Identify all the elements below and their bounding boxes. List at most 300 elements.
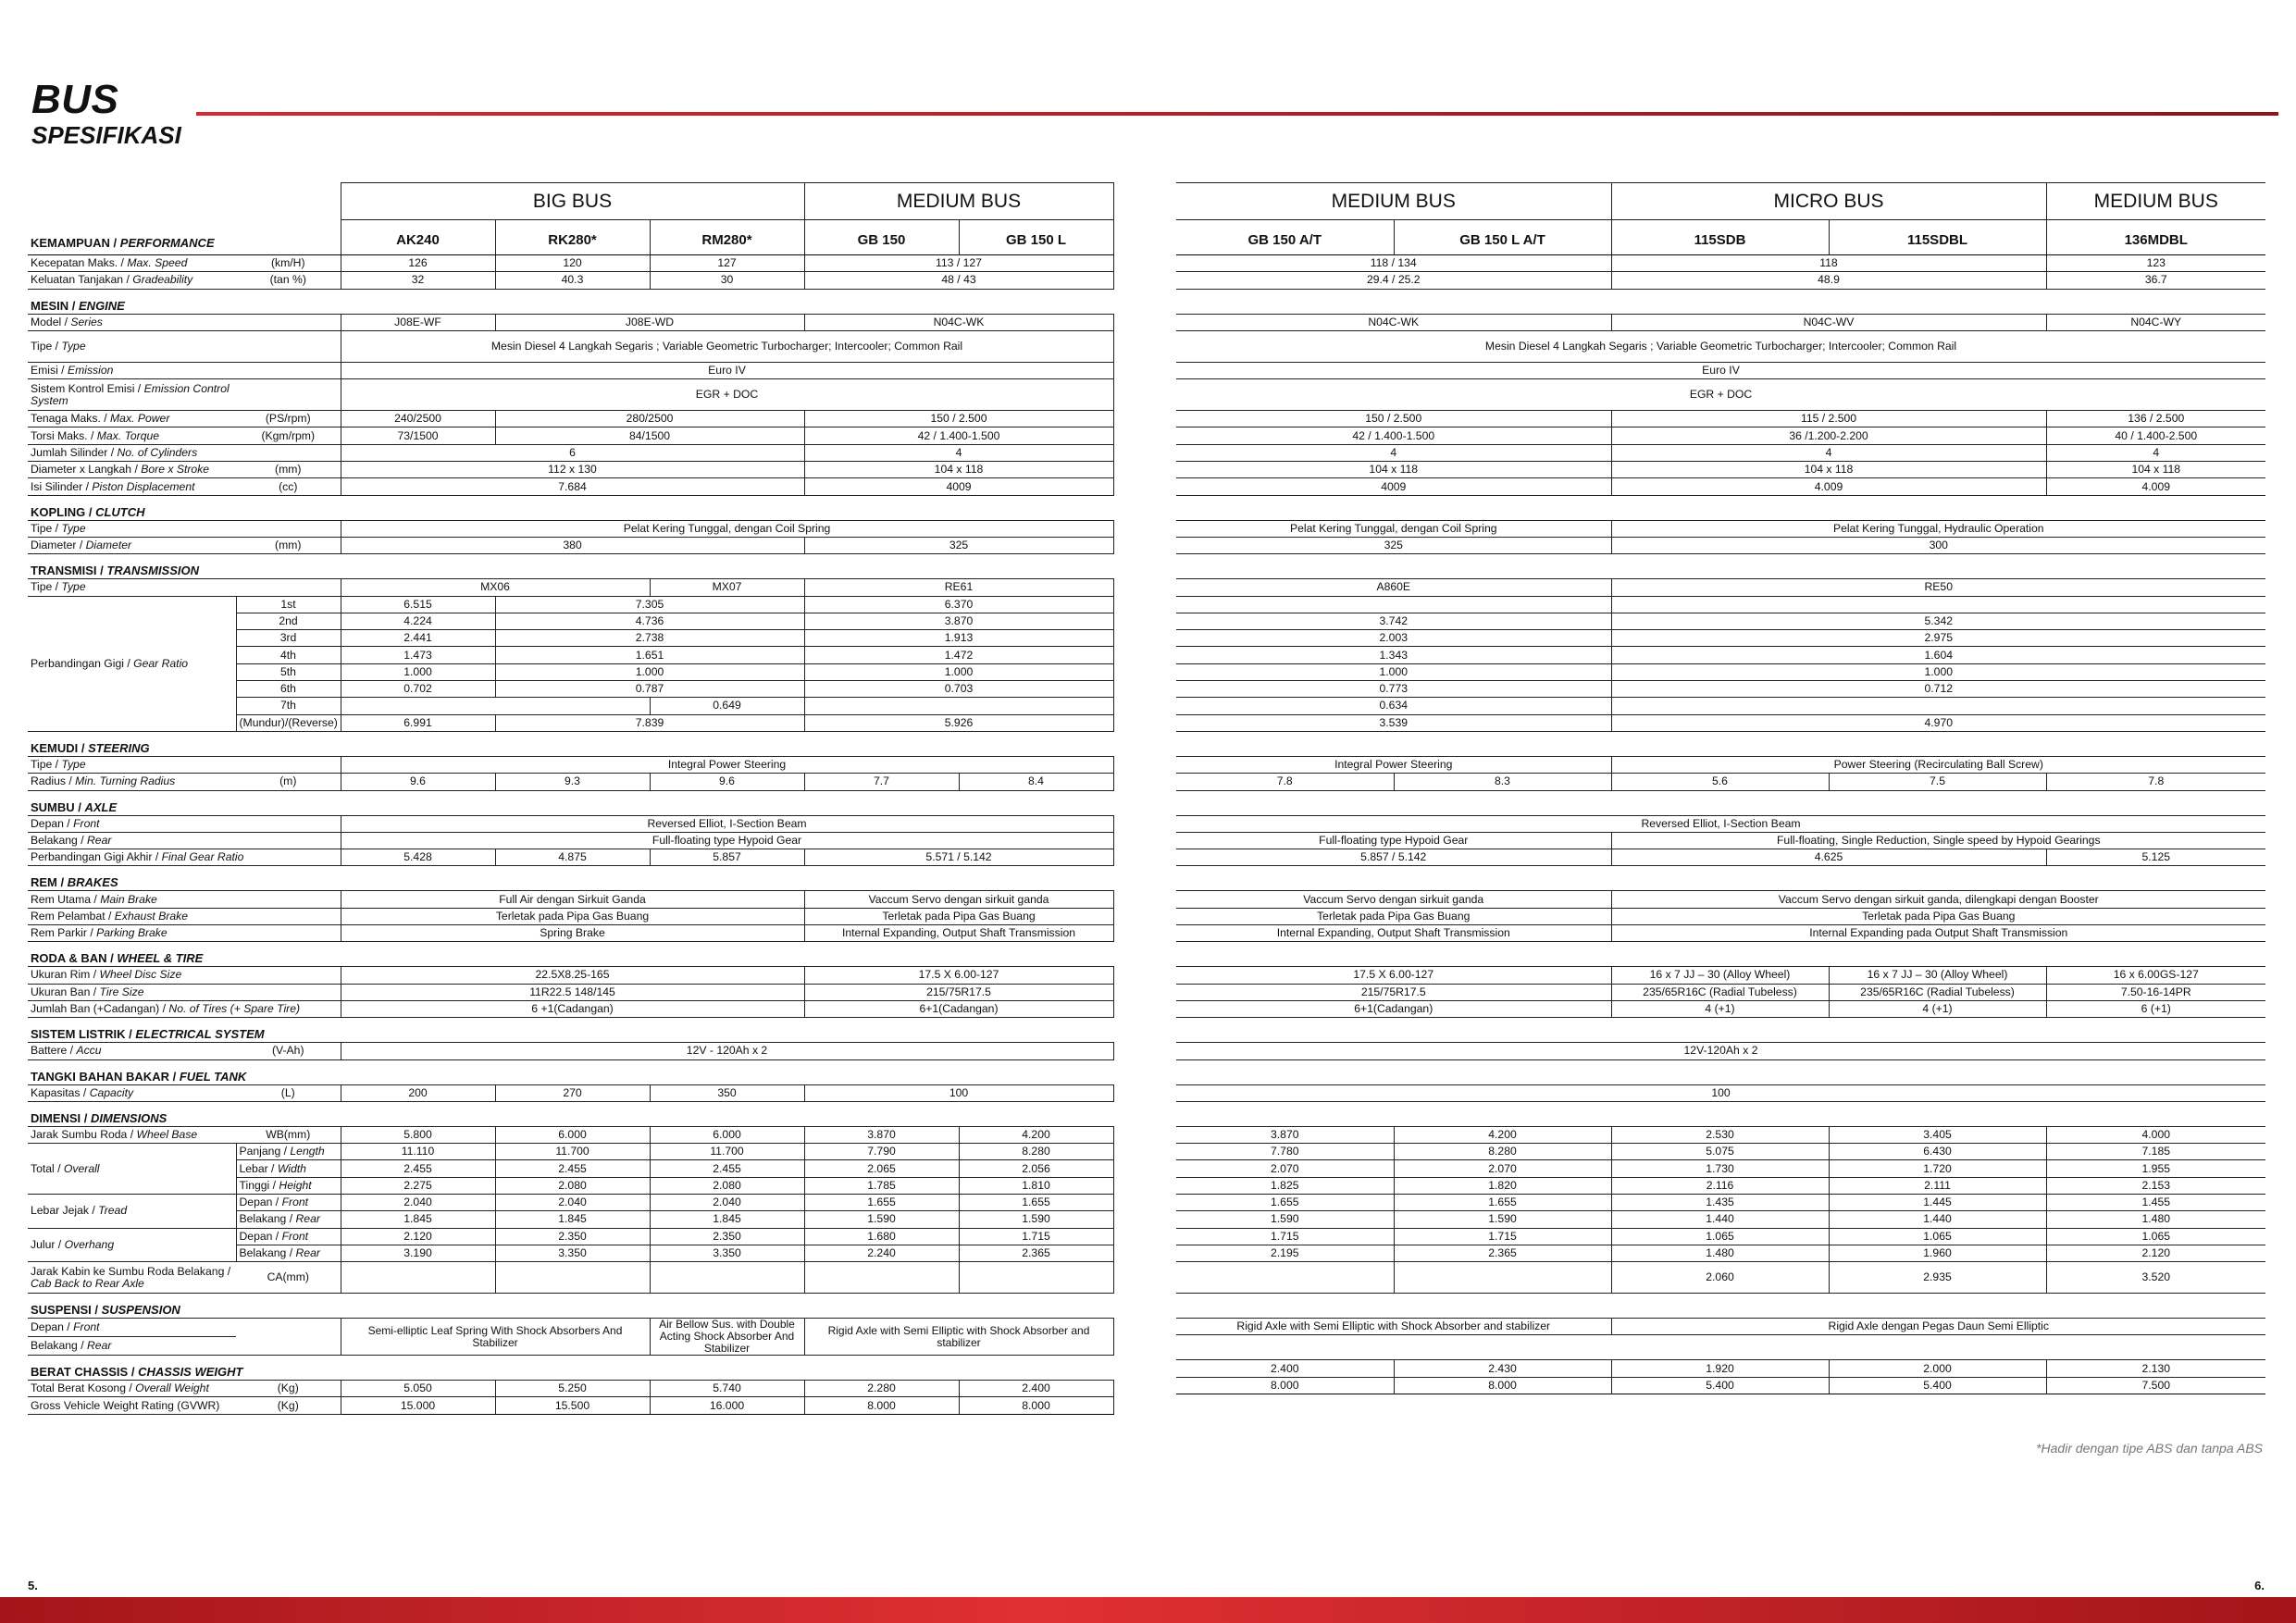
spec-value: RE61 — [804, 579, 1113, 596]
spec-value: 9.6 — [650, 774, 804, 790]
section-label: KOPLING / CLUTCH — [28, 495, 341, 520]
gear-row — [1176, 698, 2265, 714]
label-english: Height — [279, 1178, 312, 1192]
section-row — [1176, 1101, 2265, 1126]
spec-value: 1.720 — [1829, 1160, 2046, 1177]
spec-value: 6+1(Cadangan) — [804, 1000, 1113, 1017]
spec-label: Kecepatan Maks. / Max. Speed — [28, 255, 236, 272]
spec-value: 15.500 — [495, 1397, 650, 1414]
spec-value: 1.715 — [1394, 1228, 1611, 1245]
spec-unit: (m) — [236, 774, 341, 790]
spec-value: 11.700 — [495, 1144, 650, 1160]
spec-value: 8.4 — [959, 774, 1113, 790]
spec-unit — [236, 362, 341, 378]
spec-value: 2.130 — [2046, 1360, 2265, 1377]
spec-value: 5.075 — [1611, 1144, 1829, 1160]
dimension-group-label: Total / Overall — [28, 1144, 236, 1195]
section-fill — [1176, 1335, 2265, 1360]
spec-value: 6.515 — [341, 596, 495, 613]
spec-label: Kapasitas / Capacity — [28, 1084, 236, 1101]
model-header: GB 150 A/T — [1176, 220, 1394, 255]
section-row — [28, 495, 1113, 520]
dimension-row — [1176, 1194, 2265, 1210]
spec-value: 8.3 — [1394, 774, 1611, 790]
spec-row — [28, 478, 1113, 495]
spec-row — [28, 967, 1113, 984]
spec-value: 4 — [1176, 444, 1611, 461]
spec-value: Vaccum Servo dengan sirkuit ganda — [1176, 891, 1611, 908]
spec-value: 1.440 — [1829, 1211, 2046, 1228]
spec-row — [1176, 908, 2265, 924]
label-english: No. of Tires (+ Spare Tire) — [168, 1002, 301, 1016]
spec-value: 2.080 — [650, 1177, 804, 1194]
spec-value: 5.926 — [804, 714, 1113, 731]
section-label: REM / BRAKES — [28, 866, 341, 891]
spec-value: 1.455 — [2046, 1194, 2265, 1210]
spec-value: Internal Expanding, Output Shaft Transmission — [1176, 925, 1611, 942]
spec-unit: (tan %) — [236, 272, 341, 289]
spec-unit: CA(mm) — [236, 1262, 341, 1294]
spec-row — [1176, 427, 2265, 444]
spec-value: 4.970 — [1611, 714, 2265, 731]
spec-value: 1.000 — [495, 663, 804, 680]
spec-value: 2.120 — [341, 1228, 495, 1245]
label-english: Rear — [295, 1246, 320, 1260]
spec-value: 30 — [650, 272, 804, 289]
spec-value: 3.350 — [650, 1245, 804, 1261]
label-english: Type — [61, 580, 86, 594]
label-english: Wheel Disc Size — [99, 968, 182, 982]
spec-value: 6 (+1) — [2046, 1000, 2265, 1017]
spec-value: 2.060 — [1611, 1262, 1829, 1294]
spec-row — [28, 462, 1113, 478]
label-english: Length — [290, 1145, 325, 1158]
spec-value: Reversed Elliot, I-Section Beam — [341, 815, 1113, 832]
spec-value: 2.070 — [1176, 1160, 1394, 1177]
spec-value: 12V-120Ah x 2 — [1176, 1043, 2265, 1059]
spec-label: Jarak Kabin ke Sumbu Roda Belakang / Cab Back to Rear Axle — [28, 1262, 236, 1294]
gear-ratio-label: Perbandingan Gigi / Gear Ratio — [28, 596, 236, 731]
label-english: ENGINE — [79, 298, 125, 313]
label-english: Piston Displacement — [92, 479, 195, 493]
spec-label: Belakang / Rear — [28, 832, 236, 849]
section-row — [28, 790, 1113, 815]
section-fill — [1176, 866, 2265, 891]
gear-name: 3rd — [236, 630, 341, 647]
label-english: Width — [277, 1161, 306, 1175]
spec-value: 215/75R17.5 — [1176, 984, 1611, 1000]
gear-name: 4th — [236, 647, 341, 663]
label-english: Gear Ratio — [133, 656, 189, 670]
model-header: GB 150 L — [959, 220, 1113, 255]
spec-value: Euro IV — [341, 362, 1113, 378]
label-english: Accu — [76, 1044, 102, 1058]
spec-value: 2.116 — [1611, 1177, 1829, 1194]
spec-value: MX07 — [650, 579, 804, 596]
section-fill — [341, 731, 1113, 756]
spec-label: Perbandingan Gigi Akhir / Final Gear Ratio — [28, 849, 236, 866]
spec-value: 2.350 — [495, 1228, 650, 1245]
dimension-row — [28, 1194, 1113, 1210]
spec-value: Rigid Axle dengan Pegas Daun Semi Elliptic — [1611, 1319, 2265, 1335]
spec-unit — [236, 832, 341, 849]
spec-row — [1176, 1043, 2265, 1059]
section-row — [28, 731, 1113, 756]
spec-label: Tipe / Type — [28, 756, 236, 773]
spec-row — [1176, 967, 2265, 984]
spec-value: 0.703 — [804, 681, 1113, 698]
label-english: Type — [61, 521, 86, 535]
title-rule — [196, 112, 2278, 116]
spec-row — [1176, 1126, 2265, 1143]
spec-value: 5.428 — [341, 849, 495, 866]
spec-unit: (km/H) — [236, 255, 341, 272]
dimension-row — [1176, 1144, 2265, 1160]
spec-value: 2.003 — [1176, 630, 1611, 647]
label-english: ELECTRICAL SYSTEM — [135, 1027, 265, 1042]
spec-value: 4.224 — [341, 613, 495, 629]
spec-label: Jarak Sumbu Roda / Wheel Base — [28, 1126, 236, 1143]
spec-label: Sistem Kontrol Emisi / Emission Control System — [28, 379, 236, 411]
spec-row — [28, 774, 1113, 790]
label-english: Front — [281, 1196, 309, 1209]
spec-value: 5.400 — [1611, 1377, 1829, 1394]
spec-value: 112 x 130 — [341, 462, 804, 478]
spec-value: 200 — [341, 1084, 495, 1101]
section-fill — [1176, 790, 2265, 815]
section-fill — [1176, 289, 2265, 314]
label-english: Gradeability — [132, 273, 193, 287]
gear-name: 6th — [236, 681, 341, 698]
model-header: AK240 — [341, 220, 495, 255]
spec-value: 42 / 1.400-1.500 — [804, 427, 1113, 444]
section-label: SUMBU / AXLE — [28, 790, 341, 815]
spec-value: Terletak pada Pipa Gas Buang — [1611, 908, 2265, 924]
spec-value: 150 / 2.500 — [804, 411, 1113, 427]
spec-value: 0.712 — [1611, 681, 2265, 698]
spec-value: 15.000 — [341, 1397, 495, 1414]
section-row — [28, 1294, 1113, 1319]
spec-value: 126 — [341, 255, 495, 272]
spec-row — [1176, 379, 2265, 411]
section-row — [28, 1018, 1113, 1043]
model-header: 115SDB — [1611, 220, 1829, 255]
spec-value: 4.009 — [1611, 478, 2046, 495]
spec-unit — [236, 579, 341, 596]
spec-value: 2.080 — [495, 1177, 650, 1194]
suspension-row — [28, 1319, 1113, 1337]
label-english: BRAKES — [67, 875, 118, 890]
spec-value: 118 — [1611, 255, 2046, 272]
spec-value: 0.773 — [1176, 681, 1611, 698]
spec-value: 5.125 — [2046, 849, 2265, 866]
spec-value: 115 / 2.500 — [1611, 411, 2046, 427]
section-fill — [1176, 1101, 2265, 1126]
spec-row — [28, 314, 1113, 330]
spec-value: 3.870 — [804, 1126, 959, 1143]
spec-value: 3.350 — [495, 1245, 650, 1261]
spec-value: 235/65R16C (Radial Tubeless) — [1611, 984, 1829, 1000]
spec-row — [28, 362, 1113, 378]
spec-value: 235/65R16C (Radial Tubeless) — [1829, 984, 2046, 1000]
spec-row — [28, 1084, 1113, 1101]
spec-unit: WB(mm) — [236, 1126, 341, 1143]
section-performance: KEMAMPUAN / PERFORMANCE — [28, 183, 341, 255]
spec-value: 100 — [804, 1084, 1113, 1101]
spec-value: 48 / 43 — [804, 272, 1113, 289]
spec-value — [1176, 1262, 1394, 1294]
spec-value: 5.740 — [650, 1381, 804, 1397]
spec-row — [28, 1126, 1113, 1143]
section-label: BERAT CHASSIS / CHASSIS WEIGHT — [28, 1356, 341, 1381]
gear-row — [28, 596, 1113, 613]
spec-value: 1.435 — [1611, 1194, 1829, 1210]
dimension-sub-label: Panjang / Length — [236, 1144, 341, 1160]
spec-value: 1.445 — [1829, 1194, 2046, 1210]
spec-value: 1.820 — [1394, 1177, 1611, 1194]
section-row — [1176, 1059, 2265, 1084]
spec-label: Diameter / Diameter — [28, 537, 236, 553]
spec-label: Jumlah Ban (+Cadangan) / No. of Tires (+ Spare Tire) — [28, 1000, 236, 1017]
spec-row — [28, 1000, 1113, 1017]
spec-value: 1.655 — [959, 1194, 1113, 1210]
spec-value: 1.845 — [341, 1211, 495, 1228]
section-fill — [1176, 1018, 2265, 1043]
spec-value: 0.649 — [650, 698, 804, 714]
spec-value: 2.935 — [1829, 1262, 2046, 1294]
section-fill — [341, 554, 1113, 579]
spec-value: N04C-WK — [1176, 314, 1611, 330]
dimension-row — [1176, 1228, 2265, 1245]
label-english: FUEL TANK — [179, 1069, 247, 1084]
spec-label: Depan / Front — [28, 815, 236, 832]
spec-value: 1.825 — [1176, 1177, 1394, 1194]
label-english: Capacity — [89, 1085, 134, 1099]
spec-row — [1176, 925, 2265, 942]
spec-value: 40.3 — [495, 272, 650, 289]
label-english: Rear — [86, 833, 112, 847]
label-english: Bore x Stroke — [141, 463, 210, 477]
spec-row — [1176, 520, 2265, 537]
spec-value: 240/2500 — [341, 411, 495, 427]
spec-value: 2.040 — [341, 1194, 495, 1210]
spec-label: Model / Series — [28, 314, 236, 330]
spec-label: Torsi Maks. / Max. Torque — [28, 427, 236, 444]
spec-unit: (V-Ah) — [236, 1043, 341, 1059]
spec-row — [1176, 537, 2265, 553]
spec-unit — [236, 756, 341, 773]
label-english: Type — [61, 339, 86, 353]
group-header-medium: MEDIUM BUS — [804, 183, 1113, 220]
spec-value: 7.790 — [804, 1144, 959, 1160]
spec-unit — [236, 908, 341, 924]
spec-row — [28, 1043, 1113, 1059]
label-english: SUSPENSION — [101, 1303, 180, 1318]
spec-value: 4009 — [1176, 478, 1611, 495]
spec-value: 29.4 / 25.2 — [1176, 272, 1611, 289]
spec-value: 8.000 — [804, 1397, 959, 1414]
spec-unit — [236, 815, 341, 832]
spec-value: 280/2500 — [495, 411, 804, 427]
spec-value: 120 — [495, 255, 650, 272]
spec-value: 4 (+1) — [1611, 1000, 1829, 1017]
spec-row — [28, 1262, 1113, 1294]
spec-value: 5.857 — [650, 849, 804, 866]
section-label: KEMUDI / STEERING — [28, 731, 341, 756]
label-english: Emission Control System — [31, 381, 230, 407]
spec-value: 7.7 — [804, 774, 959, 790]
dimension-row — [28, 1144, 1113, 1160]
spec-unit: (Kg) — [236, 1397, 341, 1414]
spec-value: 16 x 7 JJ – 30 (Alloy Wheel) — [1611, 967, 1829, 984]
spec-value: 1.845 — [495, 1211, 650, 1228]
spec-row — [1176, 478, 2265, 495]
spec-value: 6.991 — [341, 714, 495, 731]
spec-value: 36.7 — [2046, 272, 2265, 289]
spec-value: 1.715 — [1176, 1228, 1394, 1245]
spec-value: 7.8 — [1176, 774, 1394, 790]
spec-value: 4009 — [804, 478, 1113, 495]
spec-value: 4.625 — [1611, 849, 2046, 866]
spec-value: N04C-WV — [1611, 314, 2046, 330]
spec-unit: (Kgm/rpm) — [236, 427, 341, 444]
footer-band — [0, 1597, 2296, 1623]
spec-value: Internal Expanding, Output Shaft Transmission — [804, 925, 1113, 942]
spec-value: 4 — [1611, 444, 2046, 461]
spec-value: Internal Expanding pada Output Shaft Transmission — [1611, 925, 2265, 942]
spec-value: 1.440 — [1611, 1211, 1829, 1228]
header-group-row — [28, 183, 1113, 220]
spec-value: 1.655 — [1176, 1194, 1394, 1210]
spec-label: Rem Pelambat / Exhaust Brake — [28, 908, 236, 924]
gear-name: 2nd — [236, 613, 341, 629]
group-header-medium: MEDIUM BUS — [1176, 183, 1611, 220]
spec-value: Full-floating type Hypoid Gear — [1176, 832, 1611, 849]
spec-row — [1176, 984, 2265, 1000]
spec-value: Rigid Axle with Semi Elliptic with Shock Absorber and stabilizer — [804, 1319, 1113, 1356]
label-english: Overall Weight — [135, 1381, 209, 1395]
spec-value: 5.800 — [341, 1126, 495, 1143]
spec-value: 104 x 118 — [2046, 462, 2265, 478]
spec-value: 104 x 118 — [1611, 462, 2046, 478]
spec-label: Battere / Accu — [28, 1043, 236, 1059]
spec-value: 1.955 — [2046, 1160, 2265, 1177]
spec-value: 1.065 — [1829, 1228, 2046, 1245]
spec-value: 2.040 — [495, 1194, 650, 1210]
gear-row — [1176, 714, 2265, 731]
label-english: Rear — [86, 1339, 112, 1353]
spec-value: Vaccum Servo dengan sirkuit ganda, dilengkapi dengan Booster — [1611, 891, 2265, 908]
spec-value: 4 — [2046, 444, 2265, 461]
spec-value: 2.455 — [341, 1160, 495, 1177]
spec-value: 7.684 — [341, 478, 804, 495]
spec-row — [28, 925, 1113, 942]
section-fill — [341, 289, 1113, 314]
spec-value: 113 / 127 — [804, 255, 1113, 272]
section-row — [1176, 1335, 2265, 1360]
spec-value: Full-floating type Hypoid Gear — [341, 832, 1113, 849]
label-english: WHEEL & TIRE — [117, 951, 204, 966]
spec-value: 8.280 — [1394, 1144, 1611, 1160]
spec-value: 5.250 — [495, 1381, 650, 1397]
header-group-row — [1176, 183, 2265, 220]
label-english: Diameter — [85, 539, 132, 552]
spec-value: 3.539 — [1176, 714, 1611, 731]
label-english: Overall — [63, 1161, 100, 1175]
spec-value — [1611, 596, 2265, 613]
spec-value: 8.280 — [959, 1144, 1113, 1160]
label-english: AXLE — [84, 799, 118, 814]
dimension-row — [1176, 1177, 2265, 1194]
spec-value: 16 x 6.00GS-127 — [2046, 967, 2265, 984]
section-fill — [341, 1294, 1113, 1319]
section-row — [1176, 790, 2265, 815]
spec-value: 1.920 — [1611, 1360, 1829, 1377]
spec-value: Pelat Kering Tunggal, dengan Coil Spring — [1176, 520, 1611, 537]
section-fill — [1176, 942, 2265, 967]
spec-value: 2.275 — [341, 1177, 495, 1194]
spec-value: 6 +1(Cadangan) — [341, 1000, 804, 1017]
spec-value: J08E-WF — [341, 314, 495, 330]
spec-value: 17.5 X 6.00-127 — [1176, 967, 1611, 984]
spec-value: EGR + DOC — [341, 379, 1113, 411]
section-label: TANGKI BAHAN BAKAR / FUEL TANK — [28, 1059, 341, 1084]
spec-value: 6.370 — [804, 596, 1113, 613]
spec-value: Pelat Kering Tunggal, dengan Coil Spring — [341, 520, 1113, 537]
dimension-group-label: Julur / Overhang — [28, 1228, 236, 1262]
spec-value: 118 / 134 — [1176, 255, 1611, 272]
dimension-row — [28, 1228, 1113, 1245]
spec-value: 2.195 — [1176, 1245, 1394, 1261]
spec-value: 1.810 — [959, 1177, 1113, 1194]
spec-value: Vaccum Servo dengan sirkuit ganda — [804, 891, 1113, 908]
spec-value: 3.520 — [2046, 1262, 2265, 1294]
spec-value: 22.5X8.25-165 — [341, 967, 804, 984]
label-english: PERFORMANCE — [119, 236, 215, 250]
section-fill — [1176, 1059, 2265, 1084]
label-english: CLUTCH — [95, 504, 145, 519]
header-model-row — [1176, 220, 2265, 255]
label-english: Tire Size — [99, 985, 144, 998]
group-header-micro: MICRO BUS — [1611, 183, 2046, 220]
label-english: Exhaust Brake — [114, 909, 189, 923]
section-fill — [1176, 554, 2265, 579]
spec-value: Mesin Diesel 4 Langkah Segaris ; Variable Geometric Turbocharger; Intercooler; Common Rail — [1176, 330, 2265, 362]
spec-value: 5.050 — [341, 1381, 495, 1397]
label-english: Wheel Base — [136, 1127, 198, 1141]
group-header-big: BIG BUS — [341, 183, 804, 220]
spec-value: Euro IV — [1176, 362, 2265, 378]
spec-unit — [236, 849, 341, 866]
spec-value: 380 — [341, 537, 804, 553]
spec-value: 7.185 — [2046, 1144, 2265, 1160]
dimension-sub-label: Belakang / Rear — [236, 1245, 341, 1261]
spec-value: 5.571 / 5.142 — [804, 849, 1113, 866]
spec-row — [28, 255, 1113, 272]
spec-value: Spring Brake — [341, 925, 804, 942]
spec-value: 2.530 — [1611, 1126, 1829, 1143]
spec-value: 215/75R17.5 — [804, 984, 1113, 1000]
spec-value: 1.473 — [341, 647, 495, 663]
spec-table-left — [28, 182, 1114, 1415]
spec-value: J08E-WD — [495, 314, 804, 330]
suspension-front-label: Depan / Front — [28, 1319, 236, 1337]
gear-row — [1176, 613, 2265, 629]
section-label: MESIN / ENGINE — [28, 289, 341, 314]
spec-unit — [236, 330, 341, 362]
spec-value: 1.785 — [804, 1177, 959, 1194]
spec-value: 2.120 — [2046, 1245, 2265, 1261]
